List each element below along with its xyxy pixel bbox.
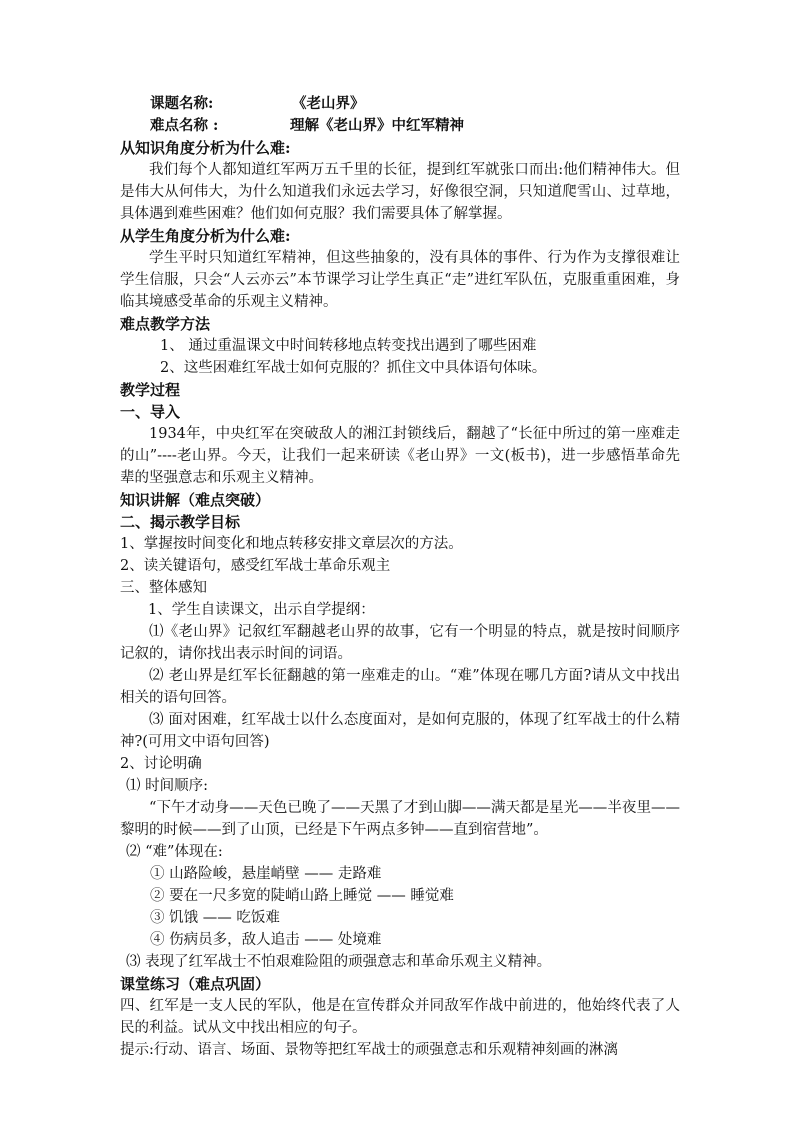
practice-paragraph: 四、红军是一支人民的军队，他是在宣传群众并同敌军作战中前进的，他始终代表了人民的利益。试从文中找出相应的句子。 — [120, 998, 680, 1036]
student-paragraph: 学生平时只知道红军精神，但这些抽象的，没有具体的事件、行为作为支撑很难让学生信服，只会“人云亦云”本节课学习让学生真正“走”进红军队伍，克服重重困难，身临其境感受革命的乐观主义精神。 — [120, 250, 680, 310]
intro-heading: 一、导入 — [120, 403, 181, 421]
perceive-heading: 三、整体感知 — [120, 580, 207, 596]
method-item-1: 1、 通过重温课文中时间转移地点转变找出遇到了哪些困难 — [160, 338, 537, 354]
intro-paragraph: 1934年，中央红军在突破敌人的湘江封锁线后，翻越了“长征中所过的第一座难走的山”----老山界。今天，让我们一起来研读《老山界》一文(板书)，进一步感悟革命先辈的坚强意志和乐观主义精神。 — [120, 426, 680, 486]
time-order-line: ⑴ 时间顺序: — [126, 778, 208, 794]
hard-item-2: ② 要在一尺多宽的陡峭山路上睡觉 —— 睡觉难 — [150, 888, 454, 904]
question-2: ⑵ 老山界是红军长征翻越的第一座难走的山。“难”体现在哪几方面?请从文中找出相关的语句回答。 — [120, 668, 680, 706]
goal-item-2: 2、读关键语句，感受红军战士革命乐观主 — [120, 558, 391, 574]
practice-heading: 课堂练习（难点巩固） — [120, 975, 271, 993]
topic-line — [120, 93, 680, 115]
document-page — [120, 93, 680, 1061]
hard-item-1: ① 山路险峻，悬崖峭壁 —— 走路难 — [150, 866, 382, 882]
method-item-2: 2、这些困难红军战士如何克服的？抓住文中具体语句体味。 — [160, 360, 547, 376]
time-quote: “下午才动身——天色已晚了——天黑了才到山脚——满天都是星光——半夜里——黎明的时候——到了山顶，已经是下午两点多钟——直到宿营地”。 — [120, 800, 680, 838]
spirit-line: ⑶ 表现了红军战士不怕艰难险阻的顽强意志和革命乐观主义精神。 — [126, 954, 552, 970]
hint-line: 提示:行动、语言、场面、景物等把红军战士的顽强意志和乐观精神刻画的淋漓 — [120, 1042, 618, 1058]
question-1: ⑴《老山界》记叙红军翻越老山界的故事，它有一个明显的特点，就是按时间顺序记叙的，请你找出表示时间的词语。 — [120, 624, 680, 662]
difficulty-value: 理解《老山界》中红军精神 — [290, 117, 464, 134]
question-3: ⑶ 面对困难，红军战士以什么态度面对，是如何克服的，体现了红军战士的什么精神?(可用文中语句回答) — [120, 712, 680, 750]
topic-value: 《老山界》 — [292, 95, 365, 112]
process-heading: 教学过程 — [120, 381, 181, 399]
hard-item-4: ④ 伤病员多，敌人追击 —— 处境难 — [150, 932, 382, 948]
hard-item-3: ③ 饥饿 —— 吃饭难 — [150, 910, 280, 926]
hard-intro-line: ⑵ “难”体现在: — [126, 844, 223, 860]
method-heading: 难点教学方法 — [120, 315, 211, 333]
explain-heading: 知识讲解（难点突破） — [120, 491, 271, 509]
knowledge-paragraph: 我们每个人都知道红军两万五千里的长征，提到红军就张口而出:他们精神伟大。但是伟大从何伟大，为什么知道我们永远去学习，好像很空洞，只知道爬雪山、过草地，具体遇到难些困难？他们如何克服？我们需要具体了解掌握。 — [120, 162, 680, 222]
self-read-line: 1、学生自读课文，出示自学提纲： — [148, 602, 375, 618]
topic-label: 课题名称: — [150, 95, 214, 112]
knowledge-heading: 从知识角度分析为什么难: — [120, 139, 291, 157]
goal-item-1: 1、掌握按时间变化和地点转移安排文章层次的方法。 — [120, 536, 463, 552]
difficulty-line — [120, 115, 680, 137]
goal-heading: 二、揭示教学目标 — [120, 513, 241, 531]
discuss-line: 2、讨论明确 — [120, 756, 202, 772]
difficulty-label: 难点名称 : — [150, 117, 219, 134]
student-heading: 从学生角度分析为什么难: — [120, 227, 291, 245]
